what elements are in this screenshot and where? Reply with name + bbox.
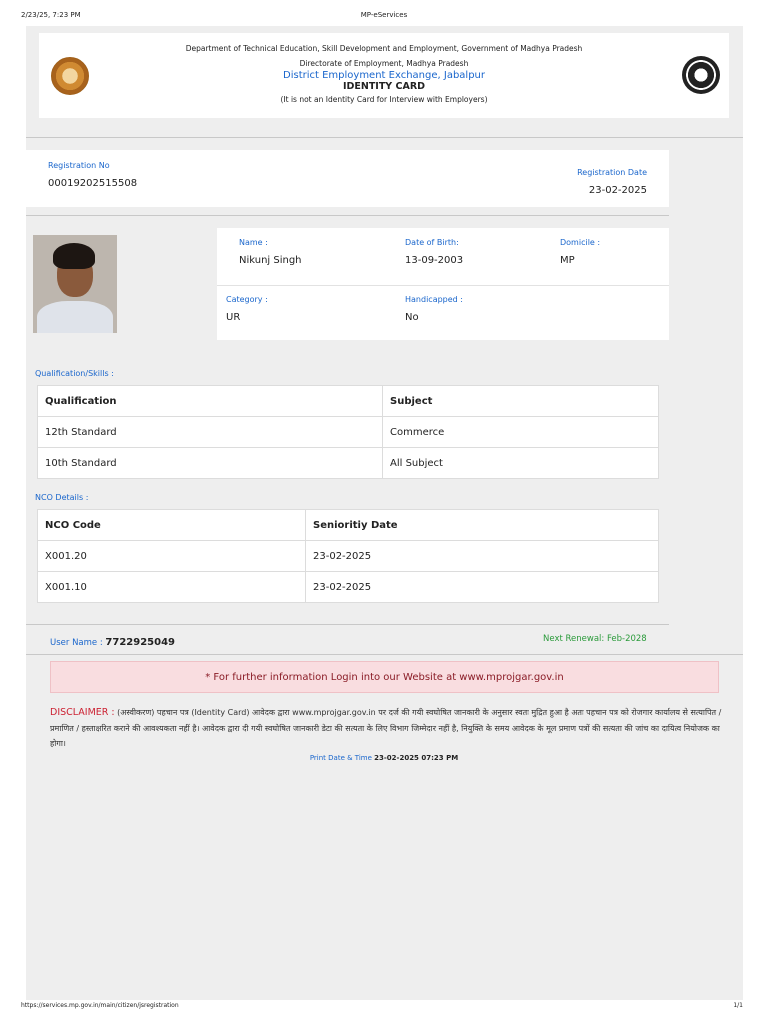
table-header-cell: Senioritiy Date	[306, 510, 659, 541]
divider	[26, 137, 743, 138]
qualification-section-label: Qualification/Skills :	[35, 369, 114, 378]
mp-emblem-icon	[51, 57, 89, 95]
nco-table	[37, 509, 659, 603]
user-name-label: User Name :	[50, 638, 103, 648]
print-page-number: 1/1	[733, 1002, 743, 1009]
table-row	[38, 448, 659, 479]
table-cell: 12th Standard	[38, 417, 383, 448]
divider	[26, 654, 743, 655]
table-row	[38, 541, 659, 572]
nco-section-label: NCO Details :	[35, 493, 89, 502]
table-cell: Commerce	[383, 417, 659, 448]
disclaimer-heading: DISCLAIMER :	[50, 707, 115, 718]
table-cell: 23-02-2025	[306, 572, 659, 603]
print-datetime-value: 23-02-2025 07:23 PM	[374, 754, 459, 762]
handicapped-label: Handicapped :	[405, 295, 463, 304]
print-url: https://services.mp.gov.in/main/citizen/jsregistration	[21, 1002, 179, 1009]
print-datetime-label: Print Date & Time	[309, 754, 372, 762]
category-value: UR	[226, 312, 241, 323]
user-name	[50, 637, 175, 648]
table-header-cell: NCO Code	[38, 510, 306, 541]
registration-no-value: 00019202515508	[48, 178, 138, 189]
print-title: MP-eServices	[360, 11, 408, 19]
qualification-table	[37, 385, 659, 479]
registration-date-value: 23-02-2025	[588, 185, 647, 196]
table-cell: All Subject	[383, 448, 659, 479]
profile-panel	[217, 228, 669, 340]
domicile-value: MP	[560, 255, 575, 266]
divider	[26, 215, 669, 216]
card-note: (It is not an Identity Card for Interview with Employers)	[280, 95, 488, 104]
registration-panel	[26, 150, 669, 207]
table-row	[38, 417, 659, 448]
table-header-cell: Subject	[383, 386, 659, 417]
table-header-row	[38, 386, 659, 417]
domicile-label: Domicile :	[560, 238, 601, 247]
table-cell: 10th Standard	[38, 448, 383, 479]
user-name-value: 7722925049	[105, 637, 176, 648]
dob-label: Date of Birth:	[405, 238, 459, 247]
disclaimer	[50, 705, 722, 752]
table-header-row	[38, 510, 659, 541]
next-renewal: Next Renewal: Feb-2028	[543, 634, 647, 644]
table-cell: X001.10	[38, 572, 306, 603]
directorate-text: Directorate of Employment, Madhya Pradesh	[299, 59, 469, 68]
table-cell: X001.20	[38, 541, 306, 572]
table-header-cell: Qualification	[38, 386, 383, 417]
print-datetime: 2/23/25, 7:23 PM	[21, 11, 81, 19]
registration-no-label: Registration No	[48, 161, 110, 170]
divider	[26, 624, 669, 625]
table-row	[38, 572, 659, 603]
name-value: Nikunj Singh	[239, 255, 302, 266]
print-datetime-line	[0, 754, 768, 762]
info-banner: * For further information Login into our Website at www.mprojgar.gov.in	[50, 661, 719, 693]
card-header	[39, 33, 729, 118]
profile-divider	[217, 285, 669, 286]
disclaimer-text: (अस्वीकरण) पहचान पत्र (Identity Card) आवेदक द्वारा www.mprojgar.gov.in पर दर्ज की गयी स्वघोषित जानकारी के अनुसार स्वतः मुद्रित हुआ है अतः पहचान पत्र को रोजगार कार्यालय से सत्यापित / प्रमाणित / हस्ताक्षरित कराने की आवश्यकता नहीं है। आवेदक द्वारा दी गयी स्वघोषित जानकारी डेटा की सत्यता के लिए विभाग जिम्मेदार नहीं है, नियुक्ति के समय आवेदक के मूल प्रमाण पत्रों की सत्यता की जांच का दायित्व नियोजक का होगा।	[50, 708, 722, 748]
name-label: Name :	[239, 238, 268, 247]
registration-date-label: Registration Date	[577, 168, 647, 177]
card-title: IDENTITY CARD	[342, 81, 426, 92]
department-text: Department of Technical Education, Skill Development and Employment, Government of Madhya Pradesh	[185, 44, 583, 53]
table-cell: 23-02-2025	[306, 541, 659, 572]
applicant-photo	[33, 235, 117, 333]
employment-cog-logo-icon	[682, 56, 720, 94]
dob-value: 13-09-2003	[405, 255, 464, 266]
handicapped-value: No	[405, 312, 419, 323]
exchange-title: District Employment Exchange, Jabalpur	[283, 70, 485, 81]
category-label: Category :	[226, 295, 268, 304]
